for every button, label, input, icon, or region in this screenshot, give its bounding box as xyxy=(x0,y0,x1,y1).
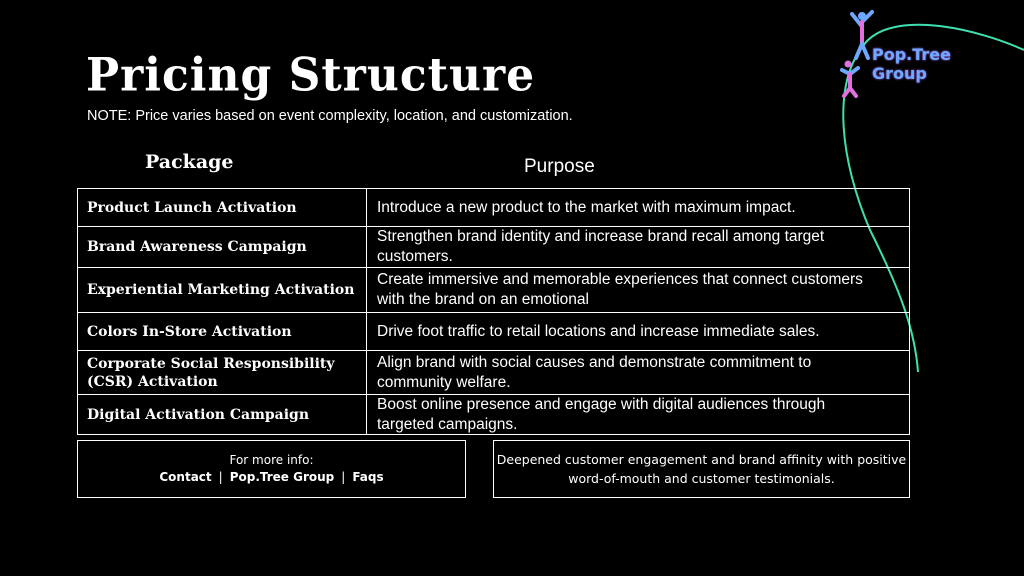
column-header-package: Package xyxy=(145,151,234,173)
more-info-heading: For more info: xyxy=(229,453,314,467)
table-row xyxy=(78,394,909,434)
faqs-link[interactable]: Faqs xyxy=(352,470,384,484)
contact-link[interactable]: Contact xyxy=(159,470,212,484)
table-row xyxy=(78,312,909,350)
logo-line-1: Pop.Tree xyxy=(872,45,951,64)
pricing-table xyxy=(77,188,910,435)
pricing-note: NOTE: Price varies based on event complexity, location, and customization. xyxy=(87,108,573,124)
purpose-cell: Introduce a new product to the market with maximum impact. xyxy=(377,198,796,216)
column-header-purpose: Purpose xyxy=(524,156,595,177)
purpose-cell: Drive foot traffic to retail locations and increase immediate sales. xyxy=(377,322,820,340)
table-row xyxy=(78,267,909,312)
package-cell: Experiential Marketing Activation xyxy=(78,268,367,312)
package-cell: Corporate Social Responsibility (CSR) Activation xyxy=(78,351,367,394)
purpose-cell: Strengthen brand identity and increase brand recall among target customers. xyxy=(377,228,825,265)
table-row xyxy=(78,350,909,394)
logo-text xyxy=(872,45,951,83)
purpose-cell: Align brand with social causes and demonstrate commitment to community welfare. xyxy=(377,353,812,391)
package-cell: Brand Awareness Campaign xyxy=(78,227,367,267)
link-separator: | xyxy=(218,470,223,484)
purpose-cell: Create immersive and memorable experiences that connect customers with the brand on an emotional xyxy=(377,271,863,308)
page-title: Pricing Structure xyxy=(86,48,536,103)
link-separator: | xyxy=(341,470,346,484)
outcome-text: Deepened customer engagement and brand affinity with positive word-of-mouth and customer testimonials. xyxy=(496,452,907,486)
pop-tree-group-link[interactable]: Pop.Tree Group xyxy=(229,470,335,484)
package-cell: Digital Activation Campaign xyxy=(78,395,367,434)
logo-line-2: Group xyxy=(872,64,927,83)
info-links xyxy=(159,469,383,486)
table-row xyxy=(78,226,909,267)
purpose-cell: Boost online presence and engage with digital audiences through targeted campaigns. xyxy=(377,395,826,433)
more-info-box xyxy=(77,440,466,498)
table-row xyxy=(78,189,909,226)
package-cell: Product Launch Activation xyxy=(78,189,367,226)
outcome-box xyxy=(493,440,910,498)
package-cell: Colors In-Store Activation xyxy=(78,313,367,350)
